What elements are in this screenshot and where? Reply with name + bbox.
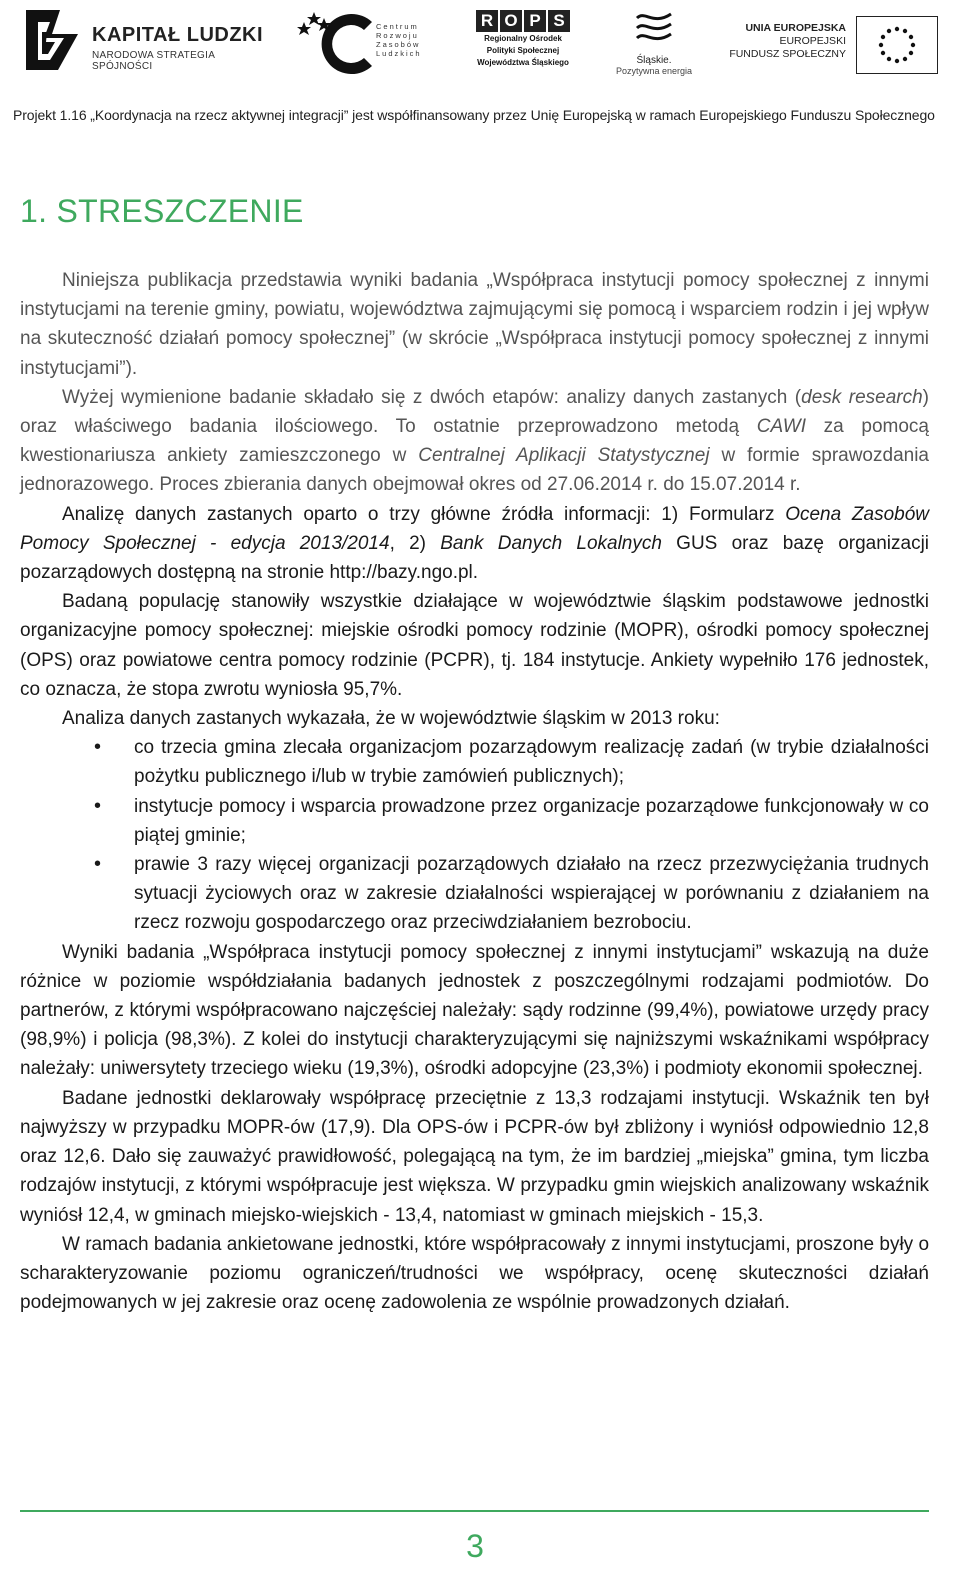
paragraph-closing: W ramach badania ankietowane jednostki, które współpracowały z innymi instytucjami, proszone były o scharakteryzowanie poziomu ograniczeń/trudności we współpracy, ocenę skuteczności działań podejmowanych w jej zakresie oraz ocenę zadowolenia ze wspólnie prowadzonych działań. [20,1233,930,1314]
slaskie-logo: Śląskie. Pozytywna energia [612,8,696,82]
paragraph-results: Wyniki badania „Współpraca instytucji pomocy społecznej z innymi instytucjami” wskazują na duże różnice w poziomie współdziałania badanych jednostek z poszczególnymi rodzajami podmiotów. Do partnerów, z którymi współpracowano najczęściej należały: sądy rodzinne (99,4%), powiatowe urzędy pracy (98,9%) i policja (98,3%). Z kolei do instytucji charakteryzującymi się najniższymi wskaźnikami współpracy należały: uniwersytety trzeciego wieku (19,3%), ośrodki adopcyjne (23,3%) i podmioty ekonomii społecznej. [20,941,929,1080]
crzl-emblem-icon [292,8,376,78]
footer-divider [20,1510,929,1512]
paragraph-analysis-intro: Analiza danych zastanych wykazała, że w województwie śląskim w 2013 roku: [62,708,720,730]
document-body [20,266,929,1317]
crzl-lines: Centrum Rozwoju Zasobów Ludzkich [376,22,422,58]
project-info-line: Projekt 1.16 „Koordynacja na rzecz aktywnej integracji” jest współfinansowany przez Unię Europejską w ramach Europejskiego Funduszu Społecznego [13,107,935,123]
rops-logo: R O P S Regionalny Ośrodek Polityki Społecznej Województwa Śląskiego [477,11,569,67]
list-item: • co trzecia gmina zlecała organizacjom pozarządowym realizację zadań (w trybie działalności pożytku publicznego i/lub w trybie zamówień publicznych); [134,733,929,791]
header-logos [0,0,960,92]
crzl-logo [292,8,422,78]
eu-text: UNIA EUROPEJSKA EUROPEJSKI FUNDUSZ SPOŁECZNY [729,22,846,60]
list-item: • prawie 3 razy więcej organizacji pozarządowych działało na rzecz przezwyciężania trudnych sytuacji życiowych oraz w zakresie działalności wspierającej w porównaniu z działaniem na rzecz rozwoju gospodarczego oraz przeciwdziałaniem bezrobociu. [134,850,929,938]
section-title: 1. STRESZCZENIE [20,193,304,229]
findings-list [20,733,929,937]
list-item: • instytucje pomocy i wsparcia prowadzone przez organizacje pozarządowe funkcjonowały w co piątej gminie; [134,792,929,850]
paragraph-intro: Niniejsza publikacja przedstawia wyniki badania „Współpraca instytucji pomocy społecznej z innymi instytucjami na terenie gminy, powiatu, województwa zajmującymi się pomocą i wsparciem rodzin i jej wpływ na skuteczność działań pomocy społecznej” (w skrócie „Współpraca instytucji pomocy społecznej z innymi instytucjami”). [20,270,929,379]
eu-flag-icon [856,16,938,74]
page-number: 3 [466,1528,484,1564]
paragraph-stages: Wyżej wymienione badanie składało się z dwóch etapów: analizy danych zastanych (desk research) oraz właściwego badania ilościowego. To ostatnie przeprowadzono metodą CAWI za pomocą kwestionariusza ankiety zamieszczonego w Centralnej Aplikacji Statystycznej w formie sprawozdania jednorazowego. Proces zbierania danych obejmował okres od 27.06.2014 r. do 15.07.2014 r. [20,386,929,496]
paragraph-population: Badaną populację stanowiły wszystkie działające w województwie śląskim podstawowe jednostki organizacyjne pomocy społecznej: miejskie ośrodki pomocy rodzinie (MOPR), ośrodki pomocy społecznej (OPS) oraz powiatowe centra pomocy rodzinie (PCPR), tj. 184 instytucje. Ankiety wypełniło 176 jednostek, co oznacza, że stopa zwrotu wyniosła 95,7%. [20,591,929,700]
kapital-ludzki-subtitle: NARODOWA STRATEGIA SPÓJNOŚCI [92,50,215,72]
kapital-ludzki-logo [20,8,270,72]
kapital-ludzki-emblem-icon [20,8,84,72]
eu-logo [728,8,943,74]
paragraph-averages: Badane jednostki deklarowały współpracę przeciętnie z 13,3 rodzajami instytucji. Wskaźnik ten był najwyższy w przypadku MOPR-ów (17,9). Dla OPS-ów i PCPR-ów był zbliżony i wyniósł odpowiednio 12,8 oraz 12,6. Dało się zauważyć prawidłowość, polegającą na tym, że im bardziej „miejska” gmina, tym liczba rodzajów instytucji, z którymi współpracuje jest większa. W przypadku gmin wiejskich analizowany wskaźnik wyniósł 12,4, w gminach miejsko-wiejskich - 13,4, natomiast w gminach miejskich - 15,3. [20,1087,929,1226]
kapital-ludzki-title: KAPITAŁ LUDZKI [92,24,264,46]
rops-letters: R O P S [476,10,570,32]
slaskie-wave-icon [631,8,677,48]
paragraph-sources: Analizę danych zastanych oparto o trzy główne źródła informacji: 1) Formularz Ocena Zasobów Pomocy Społecznej - edycja 2013/2014, 2) Bank Danych Lokalnych GUS oraz bazę organizacji pozarządowych dostępną na stronie http://bazy.ngo.pl. [20,503,930,584]
